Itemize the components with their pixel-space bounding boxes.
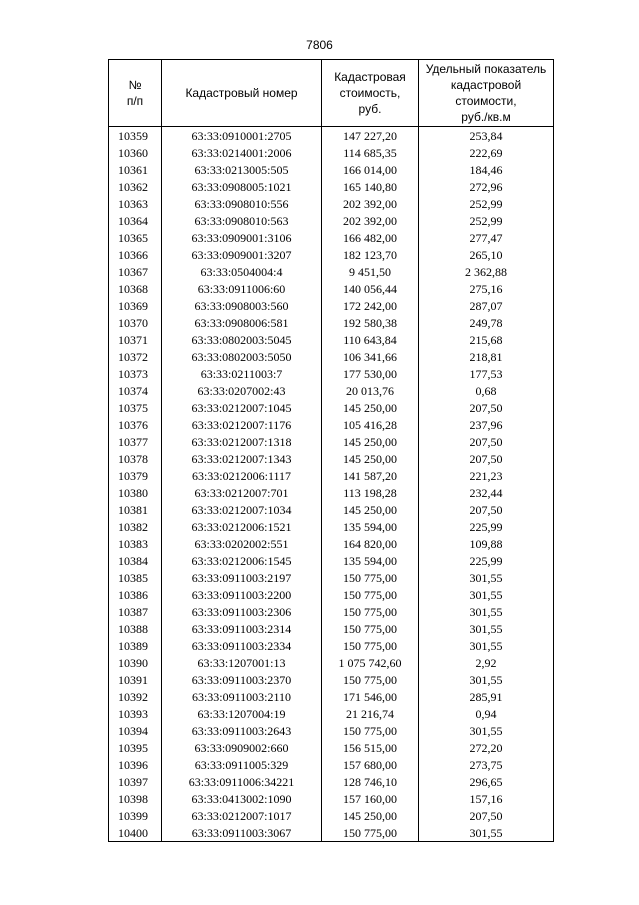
cadastral-number-cell: 63:33:0214001:2006 [162,144,322,161]
cadastral-value-cell: 145 250,00 [322,807,419,824]
table-row [109,433,554,450]
row-number-cell: 10393 [109,705,162,722]
table-row [109,501,554,518]
row-number-cell: 10394 [109,722,162,739]
row-number-cell: 10365 [109,229,162,246]
row-number-cell: 10378 [109,450,162,467]
cadastral-number-cell: 63:33:0207002:43 [162,382,322,399]
cadastral-value-cell: 166 482,00 [322,229,419,246]
row-number-cell: 10398 [109,790,162,807]
cadastral-value-cell: 141 587,20 [322,467,419,484]
table-row [109,671,554,688]
row-number-cell: 10386 [109,586,162,603]
table-row [109,756,554,773]
specific-value-cell: 177,53 [419,365,554,382]
cadastral-value-cell: 164 820,00 [322,535,419,552]
specific-value-cell: 272,20 [419,739,554,756]
table-row [109,739,554,756]
cadastral-number-cell: 63:33:0908010:563 [162,212,322,229]
row-number-cell: 10367 [109,263,162,280]
cadastral-value-cell: 150 775,00 [322,620,419,637]
table-row [109,654,554,671]
cadastral-value-cell: 145 250,00 [322,399,419,416]
cadastral-number-cell: 63:33:0212007:1343 [162,450,322,467]
cadastral-number-cell: 63:33:0909002:660 [162,739,322,756]
specific-value-cell: 275,16 [419,280,554,297]
cadastral-value-cell: 145 250,00 [322,433,419,450]
specific-value-cell: 218,81 [419,348,554,365]
table-row [109,348,554,365]
specific-value-cell: 0,94 [419,705,554,722]
row-number-cell: 10370 [109,314,162,331]
row-number-cell: 10392 [109,688,162,705]
cadastral-value-cell: 113 198,28 [322,484,419,501]
cadastral-number-cell: 63:33:0911003:2110 [162,688,322,705]
row-number-cell: 10384 [109,552,162,569]
cadastral-value-cell: 166 014,00 [322,161,419,178]
specific-value-cell: 207,50 [419,807,554,824]
table-row [109,790,554,807]
row-number-cell: 10396 [109,756,162,773]
cadastral-number-cell: 63:33:0213005:505 [162,161,322,178]
cadastral-number-cell: 63:33:0212007:701 [162,484,322,501]
row-number-cell: 10361 [109,161,162,178]
cadastral-value-cell: 165 140,80 [322,178,419,195]
cadastral-value-cell: 150 775,00 [322,637,419,654]
specific-value-cell: 207,50 [419,450,554,467]
cadastral-value-cell: 150 775,00 [322,603,419,620]
table-row [109,467,554,484]
cadastral-number-cell: 63:33:0212007:1045 [162,399,322,416]
table-row [109,722,554,739]
row-number-cell: 10389 [109,637,162,654]
specific-value-cell: 222,69 [419,144,554,161]
cadastral-value-cell: 202 392,00 [322,212,419,229]
cadastral-number-cell: 63:33:0211003:7 [162,365,322,382]
cadastral-number-cell: 63:33:0909001:3106 [162,229,322,246]
specific-value-cell: 109,88 [419,535,554,552]
cadastral-value-cell: 105 416,28 [322,416,419,433]
row-number-cell: 10400 [109,824,162,842]
table-row [109,586,554,603]
specific-value-cell: 301,55 [419,603,554,620]
cadastral-value-cell: 110 643,84 [322,331,419,348]
table-header-row [109,60,554,127]
row-number-cell: 10395 [109,739,162,756]
specific-value-cell: 265,10 [419,246,554,263]
row-number-cell: 10366 [109,246,162,263]
table-row [109,535,554,552]
row-number-cell: 10376 [109,416,162,433]
table-row [109,212,554,229]
cadastral-number-cell: 63:33:0212006:1521 [162,518,322,535]
specific-value-cell: 237,96 [419,416,554,433]
specific-value-cell: 287,07 [419,297,554,314]
table-row [109,331,554,348]
cadastral-number-cell: 63:33:0908003:560 [162,297,322,314]
table-row [109,246,554,263]
specific-value-cell: 215,68 [419,331,554,348]
specific-value-cell: 296,65 [419,773,554,790]
cadastral-value-cell: 171 546,00 [322,688,419,705]
table-row [109,450,554,467]
specific-value-cell: 252,99 [419,212,554,229]
cadastral-number-cell: 63:33:0911003:2197 [162,569,322,586]
cadastral-number-cell: 63:33:0908010:556 [162,195,322,212]
table-row [109,416,554,433]
specific-value-cell: 249,78 [419,314,554,331]
cadastral-value-cell: 145 250,00 [322,501,419,518]
row-number-cell: 10369 [109,297,162,314]
header-row-number: № п/п [109,60,162,127]
cadastral-value-cell: 147 227,20 [322,127,419,145]
specific-value-cell: 301,55 [419,824,554,842]
specific-value-cell: 301,55 [419,569,554,586]
specific-value-cell: 207,50 [419,399,554,416]
row-number-cell: 10391 [109,671,162,688]
cadastral-number-cell: 63:33:0911006:60 [162,280,322,297]
cadastral-number-cell: 63:33:0911006:34221 [162,773,322,790]
cadastral-value-cell: 135 594,00 [322,552,419,569]
specific-value-cell: 301,55 [419,620,554,637]
table-row [109,382,554,399]
cadastral-number-cell: 63:33:0908006:581 [162,314,322,331]
cadastral-number-cell: 63:33:0911003:2306 [162,603,322,620]
table-row [109,518,554,535]
cadastral-value-cell: 9 451,50 [322,263,419,280]
row-number-cell: 10383 [109,535,162,552]
cadastral-value-cell: 145 250,00 [322,450,419,467]
specific-value-cell: 232,44 [419,484,554,501]
row-number-cell: 10374 [109,382,162,399]
specific-value-cell: 301,55 [419,637,554,654]
cadastral-number-cell: 63:33:0212007:1017 [162,807,322,824]
cadastral-number-cell: 63:33:0910001:2705 [162,127,322,145]
header-cadastral-value: Кадастровая стоимость, руб. [322,60,419,127]
specific-value-cell: 207,50 [419,501,554,518]
cadastral-value-cell: 114 685,35 [322,144,419,161]
table-row [109,280,554,297]
cadastral-number-cell: 63:33:0802003:5050 [162,348,322,365]
table-row [109,569,554,586]
cadastral-number-cell: 63:33:0802003:5045 [162,331,322,348]
cadastral-value-cell: 20 013,76 [322,382,419,399]
table-row [109,773,554,790]
cadastral-number-cell: 63:33:0911005:329 [162,756,322,773]
cadastral-value-cell: 150 775,00 [322,586,419,603]
row-number-cell: 10371 [109,331,162,348]
cadastral-value-cell: 150 775,00 [322,824,419,842]
row-number-cell: 10399 [109,807,162,824]
row-number-cell: 10377 [109,433,162,450]
table-row [109,178,554,195]
row-number-cell: 10387 [109,603,162,620]
row-number-cell: 10375 [109,399,162,416]
specific-value-cell: 301,55 [419,722,554,739]
table-row [109,824,554,842]
cadastral-value-cell: 157 160,00 [322,790,419,807]
specific-value-cell: 0,68 [419,382,554,399]
specific-value-cell: 2,92 [419,654,554,671]
specific-value-cell: 301,55 [419,586,554,603]
specific-value-cell: 221,23 [419,467,554,484]
cadastral-value-cell: 106 341,66 [322,348,419,365]
cadastral-value-cell: 172 242,00 [322,297,419,314]
specific-value-cell: 277,47 [419,229,554,246]
table-row [109,620,554,637]
cadastral-number-cell: 63:33:0413002:1090 [162,790,322,807]
row-number-cell: 10388 [109,620,162,637]
table-row [109,603,554,620]
row-number-cell: 10362 [109,178,162,195]
cadastral-number-cell: 63:33:0911003:2314 [162,620,322,637]
cadastral-value-cell: 140 056,44 [322,280,419,297]
specific-value-cell: 184,46 [419,161,554,178]
cadastral-number-cell: 63:33:1207004:19 [162,705,322,722]
table-row [109,263,554,280]
row-number-cell: 10364 [109,212,162,229]
row-number-cell: 10360 [109,144,162,161]
row-number-cell: 10390 [109,654,162,671]
specific-value-cell: 225,99 [419,518,554,535]
row-number-cell: 10379 [109,467,162,484]
specific-value-cell: 285,91 [419,688,554,705]
table-row [109,484,554,501]
cadastral-number-cell: 63:33:0212007:1176 [162,416,322,433]
row-number-cell: 10368 [109,280,162,297]
specific-value-cell: 207,50 [419,433,554,450]
cadastral-value-cell: 150 775,00 [322,569,419,586]
cadastral-number-cell: 63:33:0212007:1034 [162,501,322,518]
table-row [109,195,554,212]
cadastral-number-cell: 63:33:0911003:3067 [162,824,322,842]
table-row [109,161,554,178]
table-row [109,314,554,331]
cadastral-value-cell: 157 680,00 [322,756,419,773]
specific-value-cell: 2 362,88 [419,263,554,280]
row-number-cell: 10380 [109,484,162,501]
cadastral-number-cell: 63:33:0911003:2370 [162,671,322,688]
table-row [109,552,554,569]
cadastral-number-cell: 63:33:1207001:13 [162,654,322,671]
row-number-cell: 10397 [109,773,162,790]
table-row [109,144,554,161]
row-number-cell: 10359 [109,127,162,145]
table-row [109,297,554,314]
cadastral-number-cell: 63:33:0911003:2643 [162,722,322,739]
row-number-cell: 10363 [109,195,162,212]
cadastral-number-cell: 63:33:0212007:1318 [162,433,322,450]
table-row [109,807,554,824]
table-row [109,229,554,246]
row-number-cell: 10382 [109,518,162,535]
cadastral-value-cell: 135 594,00 [322,518,419,535]
cadastral-number-cell: 63:33:0212006:1117 [162,467,322,484]
cadastral-number-cell: 63:33:0909001:3207 [162,246,322,263]
table-row [109,399,554,416]
cadastral-value-cell: 182 123,70 [322,246,419,263]
specific-value-cell: 225,99 [419,552,554,569]
specific-value-cell: 273,75 [419,756,554,773]
table-row [109,365,554,382]
row-number-cell: 10373 [109,365,162,382]
cadastral-value-table [108,59,554,842]
row-number-cell: 10385 [109,569,162,586]
cadastral-value-cell: 150 775,00 [322,722,419,739]
table-row [109,127,554,145]
cadastral-number-cell: 63:33:0504004:4 [162,263,322,280]
table-row [109,637,554,654]
specific-value-cell: 252,99 [419,195,554,212]
cadastral-number-cell: 63:33:0908005:1021 [162,178,322,195]
row-number-cell: 10381 [109,501,162,518]
cadastral-value-cell: 1 075 742,60 [322,654,419,671]
page-number: 7806 [306,38,333,52]
header-cadastral-number: Кадастровый номер [162,60,322,127]
cadastral-value-cell: 202 392,00 [322,195,419,212]
cadastral-number-cell: 63:33:0202002:551 [162,535,322,552]
cadastral-value-cell: 177 530,00 [322,365,419,382]
cadastral-value-cell: 21 216,74 [322,705,419,722]
header-specific-value: Удельный показатель кадастровой стоимости, руб./кв.м [419,60,554,127]
cadastral-number-cell: 63:33:0212006:1545 [162,552,322,569]
cadastral-value-cell: 192 580,38 [322,314,419,331]
cadastral-value-cell: 128 746,10 [322,773,419,790]
row-number-cell: 10372 [109,348,162,365]
specific-value-cell: 157,16 [419,790,554,807]
table-row [109,688,554,705]
table-body [109,127,554,842]
specific-value-cell: 272,96 [419,178,554,195]
cadastral-number-cell: 63:33:0911003:2200 [162,586,322,603]
specific-value-cell: 301,55 [419,671,554,688]
cadastral-value-cell: 156 515,00 [322,739,419,756]
table-row [109,705,554,722]
specific-value-cell: 253,84 [419,127,554,145]
cadastral-value-cell: 150 775,00 [322,671,419,688]
cadastral-number-cell: 63:33:0911003:2334 [162,637,322,654]
